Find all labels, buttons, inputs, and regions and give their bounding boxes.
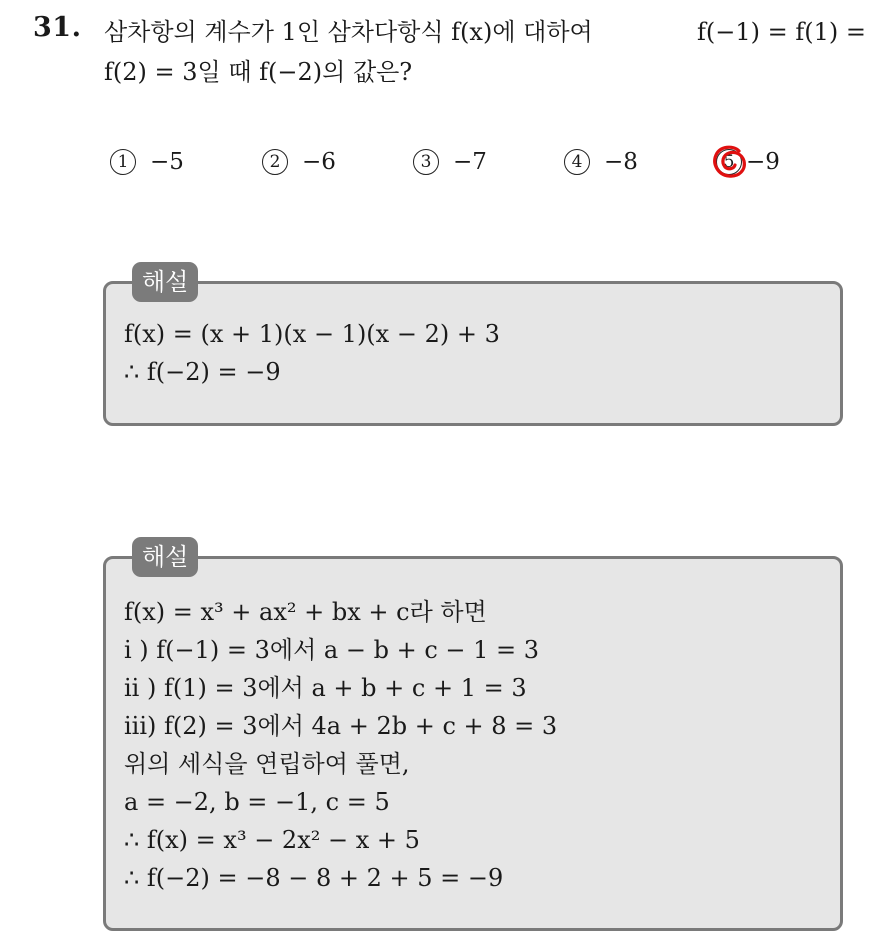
choice-2-value: −6 xyxy=(302,149,336,175)
choice-3[interactable] xyxy=(413,142,487,182)
question-line-1-right: f(−1) = f(1) = xyxy=(697,18,866,46)
solution-body-2 xyxy=(124,593,557,897)
choice-2-number: 2 xyxy=(262,149,288,175)
choice-1-value: −5 xyxy=(150,149,184,175)
choice-2[interactable] xyxy=(262,142,336,182)
problem-number: 31. xyxy=(33,12,82,43)
solution-2-line-2: i ) f(−1) = 3에서 a − b + c − 1 = 3 xyxy=(124,636,540,664)
solution-box-2 xyxy=(103,543,843,931)
solution-body-1 xyxy=(124,315,500,391)
solution-label-1: 해설 xyxy=(132,262,198,302)
solution-1-line-2: ∴ f(−2) = −9 xyxy=(124,358,281,386)
choice-3-value: −7 xyxy=(453,149,487,175)
solution-2-line-1: f(x) = x³ + ax² + bx + c라 하면 xyxy=(124,598,487,626)
solution-2-line-8: ∴ f(−2) = −8 − 8 + 2 + 5 = −9 xyxy=(124,864,504,892)
solution-1-line-1: f(x) = (x + 1)(x − 1)(x − 2) + 3 xyxy=(124,320,500,348)
choice-1[interactable] xyxy=(110,142,184,182)
choice-1-number: 1 xyxy=(110,149,136,175)
solution-2-line-5: 위의 세식을 연립하여 풀면, xyxy=(124,750,410,778)
question-text xyxy=(104,12,866,92)
choice-4[interactable] xyxy=(564,142,638,182)
choice-5-value: −9 xyxy=(746,149,780,175)
choice-5[interactable] xyxy=(716,142,780,182)
solution-2-line-6: a = −2, b = −1, c = 5 xyxy=(124,788,390,816)
choice-4-number: 4 xyxy=(564,149,590,175)
question-line-1-left: 삼차항의 계수가 1인 삼차다항식 f(x)에 대하여 xyxy=(104,18,593,46)
choice-4-value: −8 xyxy=(604,149,638,175)
choice-3-number: 3 xyxy=(413,149,439,175)
solution-box-1 xyxy=(103,268,843,426)
solution-label-2: 해설 xyxy=(132,537,198,577)
answer-choices xyxy=(110,142,810,182)
question-line-2: f(2) = 3일 때 f(−2)의 값은? xyxy=(104,58,413,86)
choice-5-number: 5 xyxy=(716,149,742,175)
solution-2-line-4: iii) f(2) = 3에서 4a + 2b + c + 8 = 3 xyxy=(124,712,558,740)
solution-2-line-3: ii ) f(1) = 3에서 a + b + c + 1 = 3 xyxy=(124,674,527,702)
solution-2-line-7: ∴ f(x) = x³ − 2x² − x + 5 xyxy=(124,826,420,854)
